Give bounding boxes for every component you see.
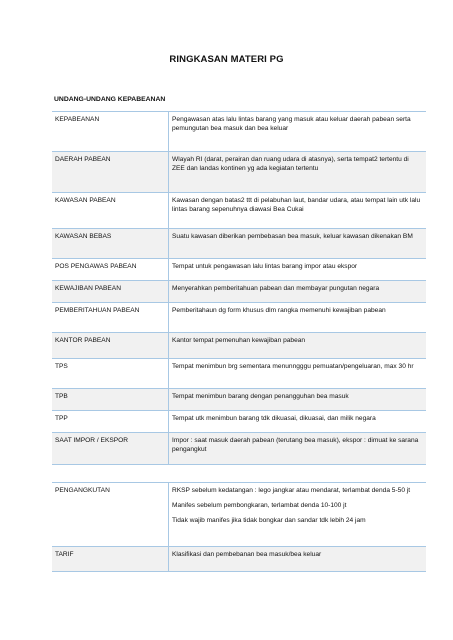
term-cell: TPB xyxy=(52,389,169,411)
definition-cell: Wlayah RI (darat, perairan dan ruang udara di atasnya), serta tempat2 tertentu di ZEE dan landas kontinen yg ada kegiatan tertentu xyxy=(169,152,427,193)
table-row xyxy=(52,193,426,229)
page-title: RINGKASAN MATERI PG xyxy=(169,54,284,65)
definition-cell xyxy=(169,547,427,572)
table-row xyxy=(52,112,426,152)
term-cell: KEPABEANAN xyxy=(52,112,169,152)
term-cell: DAERAH PABEAN xyxy=(52,152,169,193)
term-cell: PEMBERITAHUAN PABEAN xyxy=(52,303,169,333)
term-cell: KAWASAN PABEAN xyxy=(52,193,169,229)
table-row xyxy=(52,152,426,193)
transport-tariff-table xyxy=(52,482,426,572)
definition-cell xyxy=(169,483,427,547)
term-cell: KAWASAN BEBAS xyxy=(52,229,169,259)
table-row xyxy=(52,389,426,411)
definition-paragraph: Manifes sebelum pembongkaran, terlambat denda 10-100 jt xyxy=(172,502,347,510)
definition-cell: Pengawasan atas lalu lintas barang yang masuk atau keluar daerah pabean serta pemungutan bea masuk dan bea keluar xyxy=(169,112,427,152)
table-row xyxy=(52,259,426,281)
section-heading: UNDANG-UNDANG KEPABEANAN xyxy=(54,96,166,103)
definition-paragraph: Tidak wajib manifes jika tidak bongkar dan sandar tdk lebih 24 jam xyxy=(172,517,366,525)
term-cell: TPS xyxy=(52,359,169,389)
table-row xyxy=(52,359,426,389)
definition-cell: Impor : saat masuk daerah pabean (terutang bea masuk), ekspor : dimuat ke sarana pengangkut xyxy=(169,433,427,465)
table-row xyxy=(52,281,426,303)
term-cell: KEWAJIBAN PABEAN xyxy=(52,281,169,303)
term-cell: KANTOR PABEAN xyxy=(52,333,169,359)
definition-cell: Tempat menimbun barang dengan penangguhan bea masuk xyxy=(169,389,427,411)
table-row xyxy=(52,411,426,433)
definition-paragraph: RKSP sebelum kedatangan : lego jangkar atau mendarat, terlambat denda 5-50 jt xyxy=(172,487,411,494)
table-row xyxy=(52,483,426,547)
definitions-table xyxy=(52,111,426,465)
definition-cell: Kawasan dengan batas2 ttt di pelabuhan laut, bandar udara, atau tempat lain utk lalu lintas barang sepenuhnya diawasi Bea Cukai xyxy=(169,193,427,229)
definition-cell: Tempat utk menimbun barang tdk dikuasai, dikuasai, dan milik negara xyxy=(169,411,427,433)
definition-cell: Tempat menimbun brg sementara menunngggu pemuatan/pengeluaran, max 30 hr xyxy=(169,359,427,389)
term-cell: POS PENGAWAS PABEAN xyxy=(52,259,169,281)
term-cell: TARIF xyxy=(52,547,169,572)
definition-cell: Kantor tempat pemenuhan kewajiban pabean xyxy=(169,333,427,359)
table-row xyxy=(52,333,426,359)
definition-cell: Pemberitahaun dg form khusus dlm rangka memenuhi kewajiban pabean xyxy=(169,303,427,333)
table-row xyxy=(52,303,426,333)
term-cell: SAAT IMPOR / EKSPOR xyxy=(52,433,169,465)
table-row xyxy=(52,229,426,259)
table-row xyxy=(52,433,426,465)
table-row xyxy=(52,547,426,572)
definition-cell: Suatu kawasan diberikan pembebasan bea masuk, keluar kawasan dikenakan BM xyxy=(169,229,427,259)
definition-cell: Tempat untuk pengawasan lalu lintas barang impor atau ekspor xyxy=(169,259,427,281)
term-cell: PENGANGKUTAN xyxy=(52,483,169,547)
definition-paragraph: Klasifikasi dan pembebanan bea masuk/bea keluar xyxy=(172,551,322,558)
definition-cell: Menyerahkan pemberitahuan pabean dan membayar pungutan negara xyxy=(169,281,427,303)
term-cell: TPP xyxy=(52,411,169,433)
